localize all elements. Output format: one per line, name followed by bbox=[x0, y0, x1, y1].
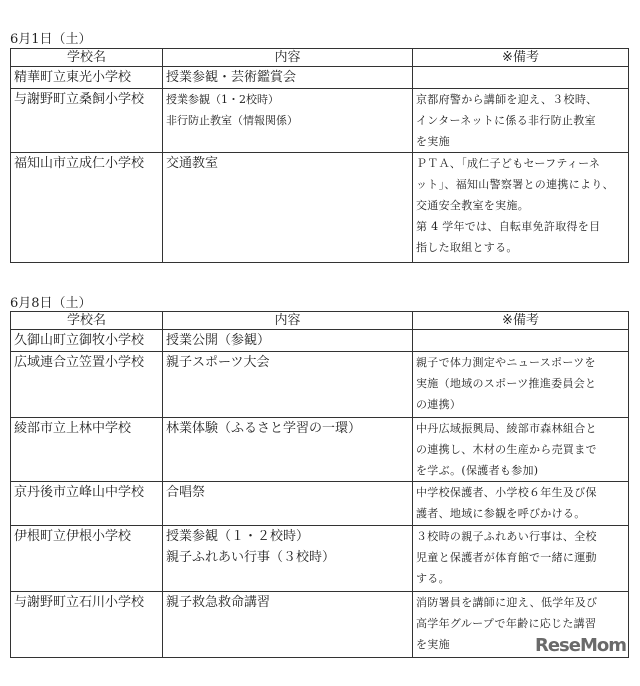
note-cell-line: インターネットに係る非行防止教室 bbox=[416, 114, 596, 127]
resemom-watermark-logo: ReseMom bbox=[534, 635, 626, 656]
school-name-cell: 福知山市立成仁小学校 bbox=[11, 153, 163, 263]
content-cell-line: 授業参観（１・２校時） bbox=[166, 529, 310, 544]
table-header-row bbox=[11, 312, 629, 330]
table-row bbox=[11, 330, 629, 352]
note-cell-line: 実施（地域のスポーツ推進委員会と bbox=[416, 377, 597, 390]
content-cell bbox=[163, 89, 413, 153]
content-cell bbox=[163, 330, 413, 352]
note-cell-line: 消防署員を講師に迎え、低学年及び bbox=[416, 596, 598, 609]
note-cell bbox=[413, 526, 629, 592]
note-cell bbox=[413, 89, 629, 153]
note-cell-line: を学ぶ。(保護者も参加) bbox=[416, 464, 539, 477]
note-cell bbox=[413, 67, 629, 89]
schedule-table-june-1 bbox=[10, 48, 629, 263]
table-row bbox=[11, 89, 629, 153]
content-cell bbox=[163, 418, 413, 482]
header-note: ※備考 bbox=[413, 49, 629, 67]
note-cell-line: する。 bbox=[416, 572, 450, 585]
note-cell bbox=[413, 352, 629, 418]
schedule-table-june-8 bbox=[10, 311, 629, 658]
school-name-cell: 伊根町立伊根小学校 bbox=[11, 526, 163, 592]
content-cell bbox=[163, 526, 413, 592]
note-cell-line: 京都府警から講師を迎え、３校時、 bbox=[416, 93, 598, 106]
note-cell-line: 護者、地域に参観を呼びかける。 bbox=[416, 507, 586, 520]
note-cell-line: を実施 bbox=[416, 638, 450, 651]
school-name-cell: 京丹後市立峰山中学校 bbox=[11, 482, 163, 526]
note-cell-line: ＰＴＡ、「成仁子どもセーフティーネ bbox=[416, 157, 601, 170]
note-cell-line: を実施 bbox=[416, 135, 450, 148]
school-name-cell: 与謝野町立桑飼小学校 bbox=[11, 89, 163, 153]
section-date: 6月1日（土） bbox=[10, 32, 92, 47]
content-cell bbox=[163, 67, 413, 89]
header-school: 学校名 bbox=[11, 49, 163, 67]
note-cell-line: 中学校保護者、小学校６年生及び保 bbox=[416, 486, 597, 499]
table-row bbox=[11, 592, 629, 658]
table-row bbox=[11, 482, 629, 526]
content-cell bbox=[163, 592, 413, 658]
note-cell-line: 親子で体力測定やニュースポーツを bbox=[416, 356, 596, 369]
content-cell bbox=[163, 482, 413, 526]
note-cell-line: 第 4 学年では、自転車免許取得を目 bbox=[416, 220, 601, 233]
content-cell-line: 授業参観（1・2校時） bbox=[166, 93, 279, 106]
note-cell-line: の連携） bbox=[416, 398, 462, 411]
note-cell-line: 交通安全教室を実施。 bbox=[416, 199, 529, 212]
content-cell-line: 授業公開（参観） bbox=[166, 333, 271, 348]
table-row bbox=[11, 418, 629, 482]
school-name-cell: 与謝野町立石川小学校 bbox=[11, 592, 163, 658]
content-cell-line: 授業参観・芸術鑑賞会 bbox=[166, 70, 297, 85]
note-cell-line: の連携し、木材の生産から売買まで bbox=[416, 443, 597, 456]
note-cell bbox=[413, 153, 629, 263]
header-content: 内容 bbox=[163, 312, 413, 330]
content-cell bbox=[163, 352, 413, 418]
note-cell-line: 中丹広域振興局、綾部市森林組合と bbox=[416, 422, 597, 435]
content-cell-line: 親子救急救命講習 bbox=[166, 595, 271, 610]
note-cell-line: 高学年グループで年齢に応じた講習 bbox=[416, 617, 597, 630]
note-cell-line: 指した取組とする。 bbox=[416, 241, 518, 254]
school-name-cell: 広域連合立笠置小学校 bbox=[11, 352, 163, 418]
table-row bbox=[11, 67, 629, 89]
content-cell-line: 林業体験（ふるさと学習の一環） bbox=[166, 421, 362, 436]
header-school: 学校名 bbox=[11, 312, 163, 330]
content-cell-line: 親子ふれあい行事（３校時） bbox=[166, 550, 336, 565]
content-cell-line: 親子スポーツ大会 bbox=[166, 355, 270, 370]
school-name-cell: 精華町立東光小学校 bbox=[11, 67, 163, 89]
note-cell-line: 児童と保護者が体育館で一緒に運動 bbox=[416, 551, 597, 564]
content-cell bbox=[163, 153, 413, 263]
content-cell-line: 非行防止教室（情報関係） bbox=[166, 114, 298, 127]
table-row bbox=[11, 153, 629, 263]
note-cell bbox=[413, 592, 629, 658]
note-cell-line: ット」、福知山警察署との連携により、 bbox=[416, 178, 614, 191]
table-row bbox=[11, 352, 629, 418]
content-cell-line: 合唱祭 bbox=[166, 485, 206, 500]
table-row bbox=[11, 526, 629, 592]
note-cell bbox=[413, 330, 629, 352]
school-name-cell: 久御山町立御牧小学校 bbox=[11, 330, 163, 352]
section-date: 6月8日（土） bbox=[10, 296, 92, 311]
note-cell bbox=[413, 418, 629, 482]
header-note: ※備考 bbox=[413, 312, 629, 330]
note-cell-line: ３校時の親子ふれあい行事は、全校 bbox=[416, 530, 597, 543]
school-name-cell: 綾部市立上林中学校 bbox=[11, 418, 163, 482]
content-cell-line: 交通教室 bbox=[166, 156, 219, 171]
header-content: 内容 bbox=[163, 49, 413, 67]
note-cell bbox=[413, 482, 629, 526]
table-header-row bbox=[11, 49, 629, 67]
